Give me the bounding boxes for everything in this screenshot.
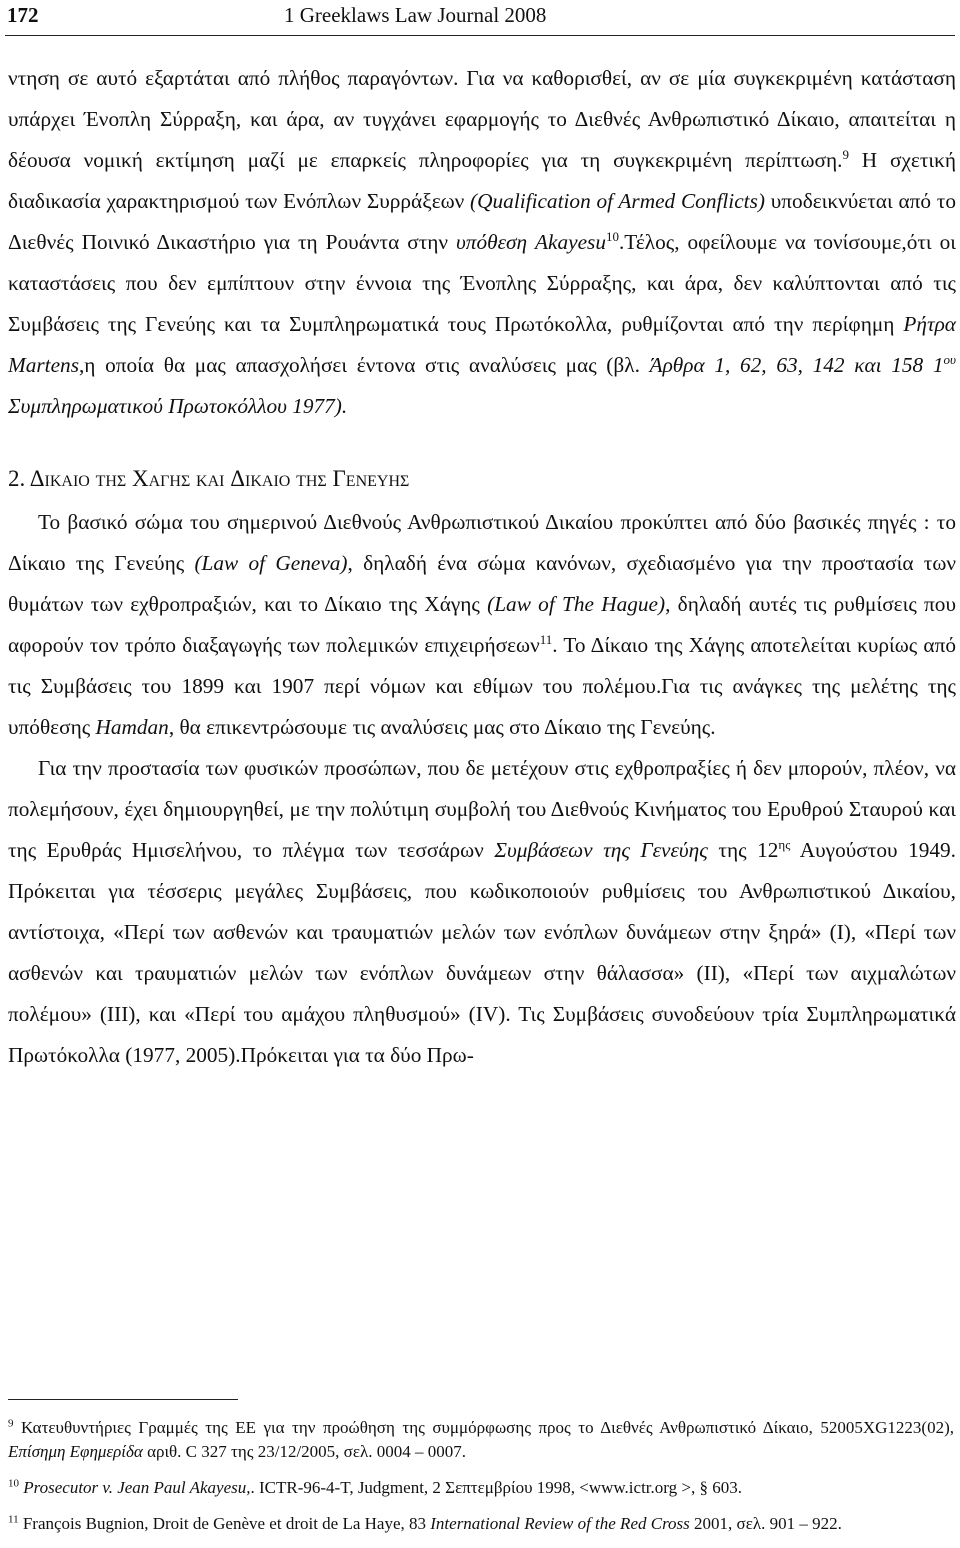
footnote-10: $^{10}$ Prosecutor v. Jean Paul Akayesu,. ICTR-96-4-T, Judgment, 2 Σεπτεμβρίου 1998, <www.ictr.org >, § 603. [8,1477,742,1497]
paragraph-2: Το βασικό σώμα του σημερινού Διεθνούς Ανθρωπιστικού Δικαίου προκύπτει από δύο βασικές πηγές : το Δίκαιο της Γενεύης (Law of Geneva), δηλαδή ένα σώμα κανόνων, σχεδιασμένο για την προστασία των θυμάτων των εχθροπραξιών, και το Δίκαιο της Χάγης (Law of The Hague), δηλαδή αυτές τις ρυθμίσεις που αφορούν τον τρόπο διαξαγωγής των πολεμικών επιχειρήσεων$^{11}$. Το Δίκαιο της Χάγης αποτελείται κυρίως από τις Συμβάσεις του 1899 και 1907 περί νόμων και εθίμων του πολέμου.Για τις ανάγκες της μελέτης της υπόθεσης Hamdan, θα επικεντρώσουμε τις αναλύσεις μας στο Δίκαιο της Γενεύης. [8,510,956,739]
footnotes [8,1416,954,1548]
running-header [7,2,960,28]
footnote-11: $^{11}$ François Bugnion, Droit de Genève et droit de La Haye, 83 International Review of the Red Cross 2001, σελ. 901 – 922. [8,1513,842,1533]
paragraph-3: Για την προστασία των φυσικών προσώπων, που δε μετέχουν στις εχθροπραξίες ή δεν μπορούν, πλέον, να πολεμήσουν, έχει δημιουργηθεί, με την πολύτιμη συμβολή του Διεθνούς Κινήματος του Ερυθρού Σταυρού και της Ερυθράς Ημισελήνου, το πλέγμα των τεσσάρων Συμβάσεων της Γενεύης της $12^{\eta\varsigma}$ Αυγούστου 1949. Πρόκειται για τέσσερις μεγάλες Συμβάσεις, που κωδικοποιούν ρυθμίσεις του Ανθρωπιστικού Δικαίου, αντίστοιχα, «Περί των ασθενών και τραυματιών μελών των ενόπλων δυνάμεων στην ξηρά» (Ι), «Περί των ασθενών και τραυματιών μελών των ενόπλων δυνάμεων στην θάλασσα» (ΙΙ), «Περί των αιχμαλώτων πολέμου» (ΙΙΙ), και «Περί του αμάχου πληθυσμού» (IV). Τις Συμβάσεις συνοδεύουν τρία Συμπληρωματικά Πρωτόκολλα (1977, 2005).Πρόκειται για τα δύο Πρω- [8,756,956,1067]
section-heading: 2. Δικαιο της Χαγης και Δικαιο της Γενευης [8,466,410,491]
header-divider [5,35,955,36]
footnote-ref-9[interactable]: 9 [842,146,850,162]
journal-title: 1 Greeklaws Law Journal 2008 [284,3,547,27]
footnote-ref-11[interactable]: 11 [539,631,553,647]
paragraph-1: ντηση σε αυτό εξαρτάται από πλήθος παραγόντων. Για να καθορισθεί, αν σε μία συγκεκριμένη κατάσταση υπάρχει Ένοπλη Σύρραξη, και άρα, αν τυγχάνει εφαρμογής το Διεθνές Ανθρωπιστικό Δίκαιο, απαιτείται η δέουσα νομική εκτίμηση μαζί με επαρκείς πληροφορίες για τη συγκεκριμένη περίπτωση.$^9$ Η σχετική διαδικασία χαρακτηρισμού των Ενόπλων Συρράξεων (Qualification of Armed Conflicts) υποδεικνύεται από το Διεθνές Ποινικό Δικαστήριο για τη Ρουάντα στην υπόθεση Akayesu$^{10}$.Τέλος, οφείλουμε να τονίσουμε,ότι οι καταστάσεις που δεν εμπίπτουν στην έννοια της Ένοπλης Σύρραξης, και άρα, δεν καλύπτονται από τις Συμβάσεις της Γενεύης και τα Συμπληρωματικά τους Πρωτόκολλα, ρυθμίζονται από την περίφημη Ρήτρα Martens,η οποία θα μας απασχολήσει έντονα στις αναλύσεις μας (βλ. Άρθρα 1, 62, 63, 142 και 158 $1^{o\upsilon}$ Συμπληρωματικού Πρωτοκόλλου 1977). [8,66,957,418]
footnote-divider [8,1399,238,1400]
footnote-ref-10[interactable]: 10 [605,228,619,244]
body-text [8,58,956,1076]
page-number: 172 [7,3,39,27]
footnote-9: $^9$ Κατευθυντήριες Γραμμές της ΕΕ για την προώθηση της συμμόρφωσης προς το Διεθνές Ανθρωπιστικό Δίκαιο, 52005XG1223(02), Επίσημη Εφημερίδα αριθ. C 327 της 23/12/2005, σελ. 0004 – 0007. [8,1417,954,1461]
ictr-link[interactable]: . ICTR-96-4-T, Judgment, 2 Σεπτεμβρίου 1998, <www.ictr.org >, § 603. [250,1478,742,1497]
